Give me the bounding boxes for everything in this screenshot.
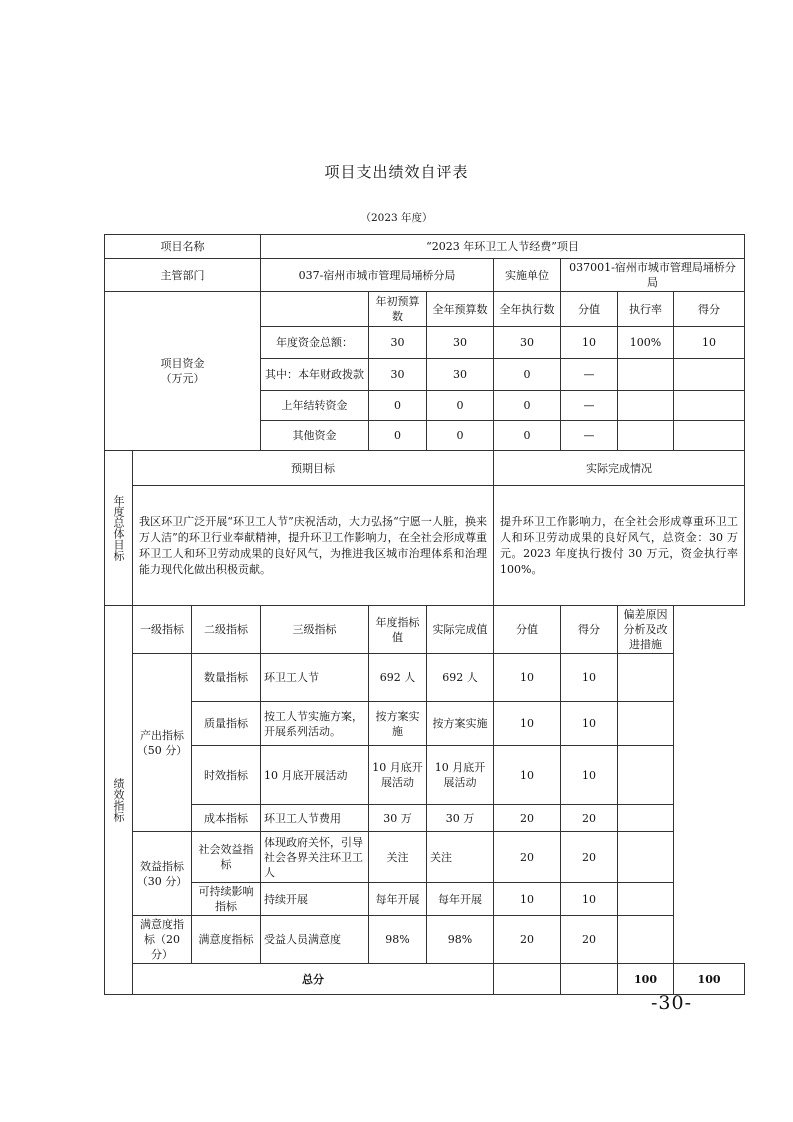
level2-cell: 数量指标 <box>192 654 261 702</box>
score-cell: 10 <box>561 702 618 746</box>
funds-blank-header <box>261 292 369 327</box>
total-label: 总分 <box>133 964 494 995</box>
actual-cell: 关注 <box>427 832 494 883</box>
level2-cell: 社会效益指标 <box>192 832 261 883</box>
col-score-value: 分值 <box>561 292 618 327</box>
funds-label-text: 项目资金 （万元） <box>160 357 205 385</box>
score-cell: 20 <box>561 805 618 832</box>
funds-header-row <box>105 292 745 327</box>
actual-cell: 30 万 <box>427 805 494 832</box>
funds-score: 10 <box>674 327 745 359</box>
indicator-row <box>105 702 745 746</box>
funds-full: 0 <box>427 421 494 451</box>
indicator-row <box>105 832 745 883</box>
total-blank <box>494 964 561 995</box>
score-value-cell: 10 <box>494 746 561 805</box>
actual-cell: 按方案实施 <box>427 702 494 746</box>
expected-goal-text: 我区环卫广泛开展“环卫工人节”庆祝活动，大力弘扬“宁愿一人脏，换来万人洁”的环卫行业奉献精神，提升环卫工作影响力，在全社会形成尊重环卫工人和环卫劳动成果的良好风气，为推进我区城市治理体系和治理能力现代化做出积极贡献。 <box>133 486 494 606</box>
funds-exec: 0 <box>494 421 561 451</box>
actual-completion-text: 提升环卫工作影响力，在全社会形成尊重环卫工人和环卫劳动成果的良好风气，总资金：30 万元。2023 年度执行拨付 30 万元，资金执行率 100%。 <box>494 486 745 606</box>
actual-cell: 每年开展 <box>427 883 494 916</box>
dept-value: 037-宿州市城市管理局埇桥分局 <box>261 259 494 292</box>
actual-cell: 10 月底开展活动 <box>427 746 494 805</box>
reason-cell <box>618 746 674 805</box>
funds-initial: 30 <box>369 327 427 359</box>
funds-full: 30 <box>427 359 494 391</box>
perf-side-label <box>105 606 133 995</box>
level3-cell: 持续开展 <box>261 883 369 916</box>
target-cell: 692 人 <box>369 654 427 702</box>
level3-cell: 受益人员满意度 <box>261 916 369 964</box>
actual-completion-header: 实际完成情况 <box>494 451 745 486</box>
header-level2: 二级指标 <box>192 606 261 654</box>
level3-cell: 环卫工人节 <box>261 654 369 702</box>
perf-header-row <box>105 606 745 654</box>
header-target: 年度指标值 <box>369 606 427 654</box>
document-title: 项目支出绩效自评表 <box>324 163 469 181</box>
funds-initial: 30 <box>369 359 427 391</box>
col-exec-rate: 执行率 <box>618 292 674 327</box>
fiscal-year: （2023 年度） <box>360 212 433 224</box>
project-name-label: 项目名称 <box>105 235 261 259</box>
impl-label: 实施单位 <box>494 259 561 292</box>
funds-full: 0 <box>427 391 494 421</box>
reason-cell <box>618 883 674 916</box>
header-score: 得分 <box>561 606 618 654</box>
funds-row-label: 其中：本年财政拨款 <box>261 359 369 391</box>
target-cell: 98% <box>369 916 427 964</box>
impl-value: 037001-宿州市城市管理局埇桥分局 <box>561 259 745 292</box>
goals-header-row <box>105 451 745 486</box>
col-execution: 全年执行数 <box>494 292 561 327</box>
funds-exec: 30 <box>494 327 561 359</box>
funds-rate <box>618 421 674 451</box>
funds-score-value: — <box>561 391 618 421</box>
score-value-cell: 20 <box>494 916 561 964</box>
score-cell: 20 <box>561 832 618 883</box>
level2-cell: 成本指标 <box>192 805 261 832</box>
header-actual: 实际完成值 <box>427 606 494 654</box>
level2-cell: 时效指标 <box>192 746 261 805</box>
score-value-cell: 10 <box>494 883 561 916</box>
project-name-row <box>105 235 745 259</box>
perf-side-label-text: 绩效指标 <box>112 778 125 822</box>
indicator-row <box>105 883 745 916</box>
goals-content-row <box>105 486 745 606</box>
level3-cell: 按工人节实施方案，开展系列活动。 <box>261 702 369 746</box>
funds-row-label: 其他资金 <box>261 421 369 451</box>
level1-benefit <box>133 832 192 916</box>
col-full-budget: 全年预算数 <box>427 292 494 327</box>
total-actual-blank <box>561 964 618 995</box>
project-name-value: “2023 年环卫工人节经费”项目 <box>261 235 745 259</box>
level2-cell: 质量指标 <box>192 702 261 746</box>
target-cell: 按方案实施 <box>369 702 427 746</box>
funds-initial: 0 <box>369 391 427 421</box>
department-row <box>105 259 745 292</box>
funds-row-label: 上年结转资金 <box>261 391 369 421</box>
funds-initial: 0 <box>369 421 427 451</box>
funds-score-value: 10 <box>561 327 618 359</box>
funds-score <box>674 421 745 451</box>
actual-cell: 692 人 <box>427 654 494 702</box>
funds-score-value: — <box>561 421 618 451</box>
header-deviation-reason: 偏差原因分析及改进措施 <box>618 606 674 654</box>
level3-cell: 10 月底开展活动 <box>261 746 369 805</box>
score-value-cell: 10 <box>494 654 561 702</box>
expected-goal-header: 预期目标 <box>133 451 494 486</box>
score-value-cell: 20 <box>494 832 561 883</box>
funds-rate <box>618 359 674 391</box>
level3-cell: 体现政府关怀，引导社会各界关注环卫工人 <box>261 832 369 883</box>
header-level3: 三级指标 <box>261 606 369 654</box>
funds-score-value: — <box>561 359 618 391</box>
col-initial-budget: 年初预算数 <box>369 292 427 327</box>
funds-exec: 0 <box>494 391 561 421</box>
header-score-value: 分值 <box>494 606 561 654</box>
score-cell: 20 <box>561 916 618 964</box>
header-level1: 一级指标 <box>133 606 192 654</box>
score-value-cell: 20 <box>494 805 561 832</box>
actual-cell: 98% <box>427 916 494 964</box>
reason-cell <box>618 916 674 964</box>
page-number: -30- <box>651 992 693 1014</box>
level1-output <box>133 654 192 832</box>
funds-full: 30 <box>427 327 494 359</box>
total-score-value: 100 <box>618 964 674 995</box>
funds-rate: 100% <box>618 327 674 359</box>
funds-score <box>674 391 745 421</box>
goals-side-label <box>105 451 133 606</box>
funds-exec: 0 <box>494 359 561 391</box>
indicator-row <box>105 746 745 805</box>
indicator-row <box>105 916 745 964</box>
target-cell: 每年开展 <box>369 883 427 916</box>
level2-cell: 可持续影响指标 <box>192 883 261 916</box>
score-cell: 10 <box>561 654 618 702</box>
target-cell: 10 月底开展活动 <box>369 746 427 805</box>
indicator-row <box>105 654 745 702</box>
target-cell: 关注 <box>369 832 427 883</box>
funds-score <box>674 359 745 391</box>
self-evaluation-table <box>104 234 745 995</box>
level1-benefit-text: 效益指标 （30 分） <box>136 859 188 888</box>
funds-label <box>105 292 261 451</box>
reason-cell <box>618 654 674 702</box>
reason-cell <box>618 832 674 883</box>
col-score: 得分 <box>674 292 745 327</box>
reason-cell <box>618 702 674 746</box>
funds-rate <box>618 391 674 421</box>
dept-label: 主管部门 <box>105 259 261 292</box>
level1-output-text: 产出指标 （50 分） <box>136 728 188 757</box>
score-cell: 10 <box>561 746 618 805</box>
score-value-cell: 10 <box>494 702 561 746</box>
total-row <box>105 964 745 995</box>
level3-cell: 环卫工人节费用 <box>261 805 369 832</box>
reason-cell <box>618 805 674 832</box>
indicator-row <box>105 805 745 832</box>
score-cell: 10 <box>561 883 618 916</box>
level1-satisfaction: 满意度指标（20 分） <box>133 916 192 964</box>
goals-side-label-text: 年度总体目标 <box>112 495 125 561</box>
target-cell: 30 万 <box>369 805 427 832</box>
funds-row-label: 年度资金总额： <box>261 327 369 359</box>
level2-cell: 满意度指标 <box>192 916 261 964</box>
total-score: 100 <box>674 964 745 995</box>
